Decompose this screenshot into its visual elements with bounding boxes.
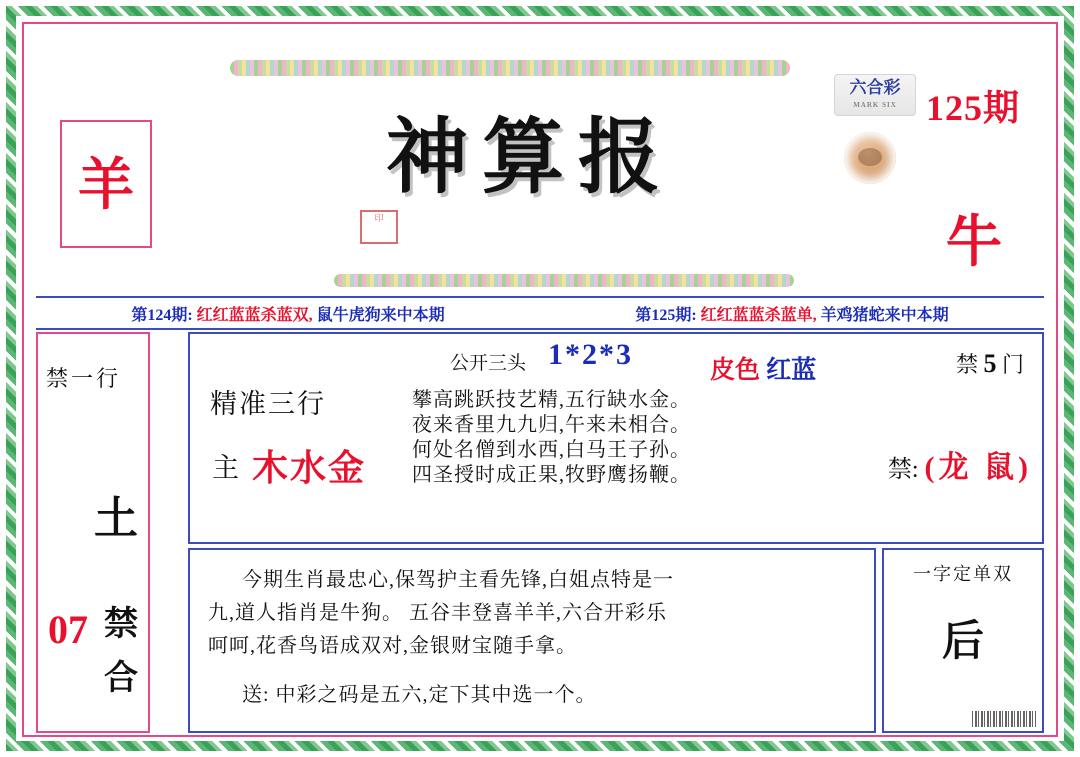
- poem-line-4: 四圣授时成正果,牧野鹰扬鞭。: [412, 464, 691, 486]
- jin-pair-value: (龙 鼠): [924, 451, 1032, 484]
- previous-issue-colors: 红红蓝蓝杀蓝双,: [196, 306, 313, 324]
- poem-line-3: 何处名僧到水西,白马王子孙。: [412, 439, 691, 461]
- zhu-label: 主: [212, 453, 239, 483]
- previous-issue-label: 第124期:: [131, 306, 193, 324]
- current-issue-label: 第125期:: [635, 306, 697, 324]
- issue-number: 125期: [925, 88, 1020, 128]
- poem-line-2: 夜来香里九九归,午来未相合。: [412, 414, 691, 436]
- current-issue-animals: 羊鸡猪蛇来中本期: [820, 306, 949, 324]
- bottom-song-line: 送: 中彩之码是五六,定下其中选一个。: [242, 684, 597, 706]
- pise-value: 红蓝: [766, 357, 817, 384]
- zhu-value: 木水金: [252, 448, 367, 488]
- pise-label: 皮色: [710, 357, 761, 384]
- ban-yi-hang-label: 禁一行: [46, 366, 122, 391]
- bottom-paragraph-2: 九,道人指肖是牛狗。 五谷丰登喜羊羊,六合开彩乐: [208, 602, 667, 624]
- bottom-paragraph-1: 今期生肖最忠心,保驾护主看先锋,白姐点特是一: [242, 569, 674, 591]
- left-column-char-he: 合: [104, 660, 138, 697]
- zodiac-left: 羊: [60, 120, 152, 248]
- zodiac-right: 牛: [946, 212, 1002, 274]
- previous-issue-animals: 鼠牛虎狗来中本期: [316, 306, 445, 324]
- side-prediction-caption: 一字定单双: [913, 564, 1013, 584]
- inner-pink-frame: [22, 22, 1058, 737]
- santou-label: 公开三头: [450, 353, 527, 374]
- jin-men-label: 禁: [955, 352, 978, 377]
- element-character: 土: [94, 494, 138, 543]
- poem-line-1: 攀高跳跃技艺精,五行缺水金。: [412, 389, 691, 411]
- current-issue-colors: 红红蓝蓝杀蓝单,: [700, 306, 817, 324]
- santou-value: 1*2*3: [548, 338, 633, 371]
- page-title: 神算报: [385, 109, 674, 205]
- left-column-char-jin: 禁: [104, 606, 138, 643]
- left-column-number: 07: [48, 607, 88, 652]
- bottom-paragraph-3: 呵呵,花香鸟语成双对,金银财宝随手拿。: [208, 635, 577, 657]
- jin-pair-label: 禁:: [887, 457, 919, 483]
- jingzhun-sanhang-label: 精准三行: [210, 389, 326, 419]
- logo-subtext: MARK SIX: [853, 101, 897, 109]
- jin-men-number: 5: [983, 349, 997, 378]
- seal-stamp-icon: 印: [360, 210, 398, 244]
- logo-text: 六合彩: [849, 78, 901, 97]
- side-prediction-value: 后: [941, 619, 984, 665]
- jin-men-unit: 门: [1001, 352, 1024, 377]
